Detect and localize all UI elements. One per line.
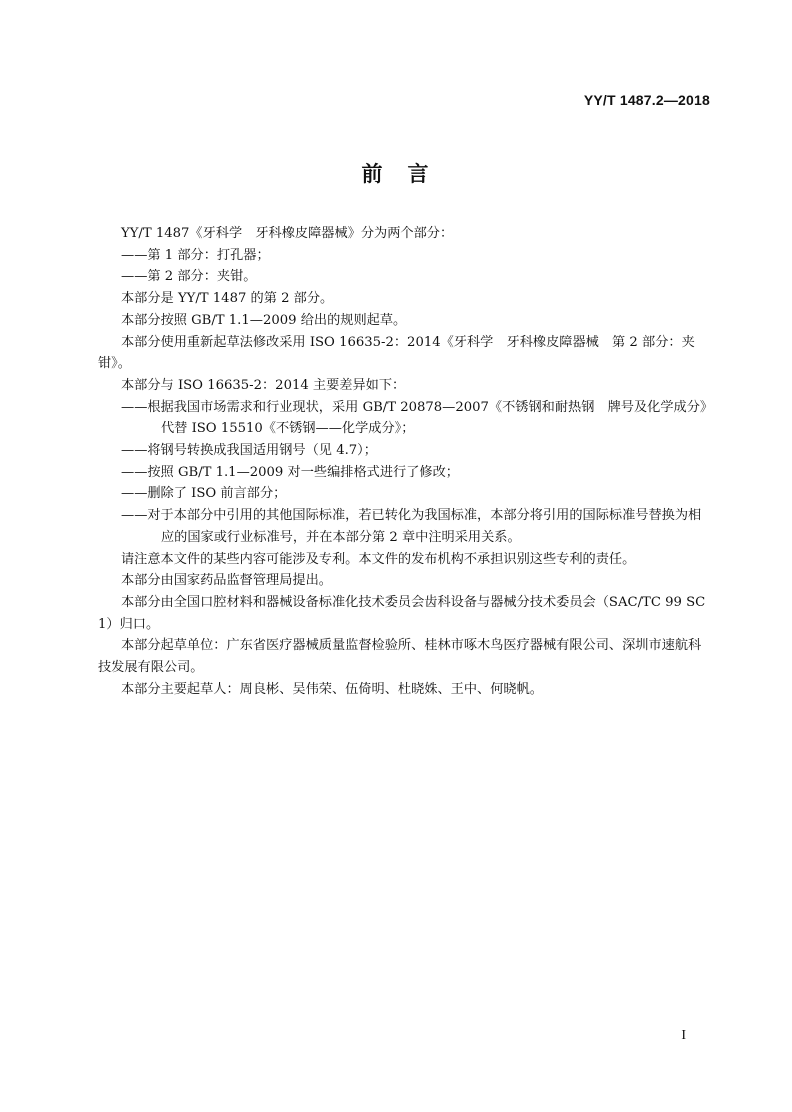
standard-code: YY/T 1487.2—2018 — [583, 92, 710, 108]
paragraph: 本部分与 ISO 16635-2：2014 主要差异如下： — [121, 377, 406, 393]
paragraph: 本部分使用重新起草法修改采用 ISO 16635-2：2014《牙科学 牙科橡皮障器械 第 2 部分：夹钳》。 — [98, 334, 695, 372]
paragraph: 请注意本文件的某些内容可能涉及专利。本文件的发布机构不承担识别这些专利的责任。 — [121, 551, 636, 567]
difference-list-item: ——根据我国市场需求和行业现状，采用 GB/T 20878—2007《不锈钢和耐热钢 牌号及化学成分》代替 ISO 15510《不锈钢——化学成分》； — [121, 399, 707, 437]
part-list-item: ——第 1 部分：打孔器； — [121, 247, 270, 263]
paragraph: 本部分由全国口腔材料和器械设备标准化技术委员会齿科设备与器械分技术委员会（SAC/TC 99 SC 1）归口。 — [98, 594, 710, 632]
paragraph: 本部分起草单位：广东省医疗器械质量监督检验所、桂林市啄木鸟医疗器械有限公司、深圳市速航科技发展有限公司。 — [98, 638, 702, 676]
paragraph: 本部分是 YY/T 1487 的第 2 部分。 — [121, 291, 334, 307]
paragraph: 本部分由国家药品监督管理局提出。 — [121, 573, 332, 589]
difference-list-item: ——对于本部分中引用的其他国际标准，若已转化为我国标准，本部分将引用的国际标准号替换为相应的国家或行业标准号，并在本部分第 2 章中注明采用关系。 — [121, 508, 702, 545]
difference-list-item: ——删除了 ISO 前言部分； — [121, 486, 287, 502]
difference-list-item: ——将钢号转换成我国适用钢号（见 4.7）； — [121, 443, 377, 459]
part-list-item: ——第 2 部分：夹钳。 — [121, 269, 257, 285]
page-title: 前 言 — [361, 162, 431, 186]
difference-list-item: ——按照 GB/T 1.1—2009 对一些编排格式进行了修改； — [121, 464, 459, 480]
paragraph: 本部分按照 GB/T 1.1—2009 给出的规则起草。 — [121, 312, 407, 328]
page-number: I — [681, 1028, 686, 1043]
document-body — [98, 223, 712, 700]
intro-paragraph: YY/T 1487《牙科学 牙科橡皮障器械》分为两个部分： — [121, 226, 454, 241]
paragraph: 本部分主要起草人：周良彬、吴伟荣、伍倚明、杜晓姝、王中、何晓帆。 — [121, 681, 543, 697]
